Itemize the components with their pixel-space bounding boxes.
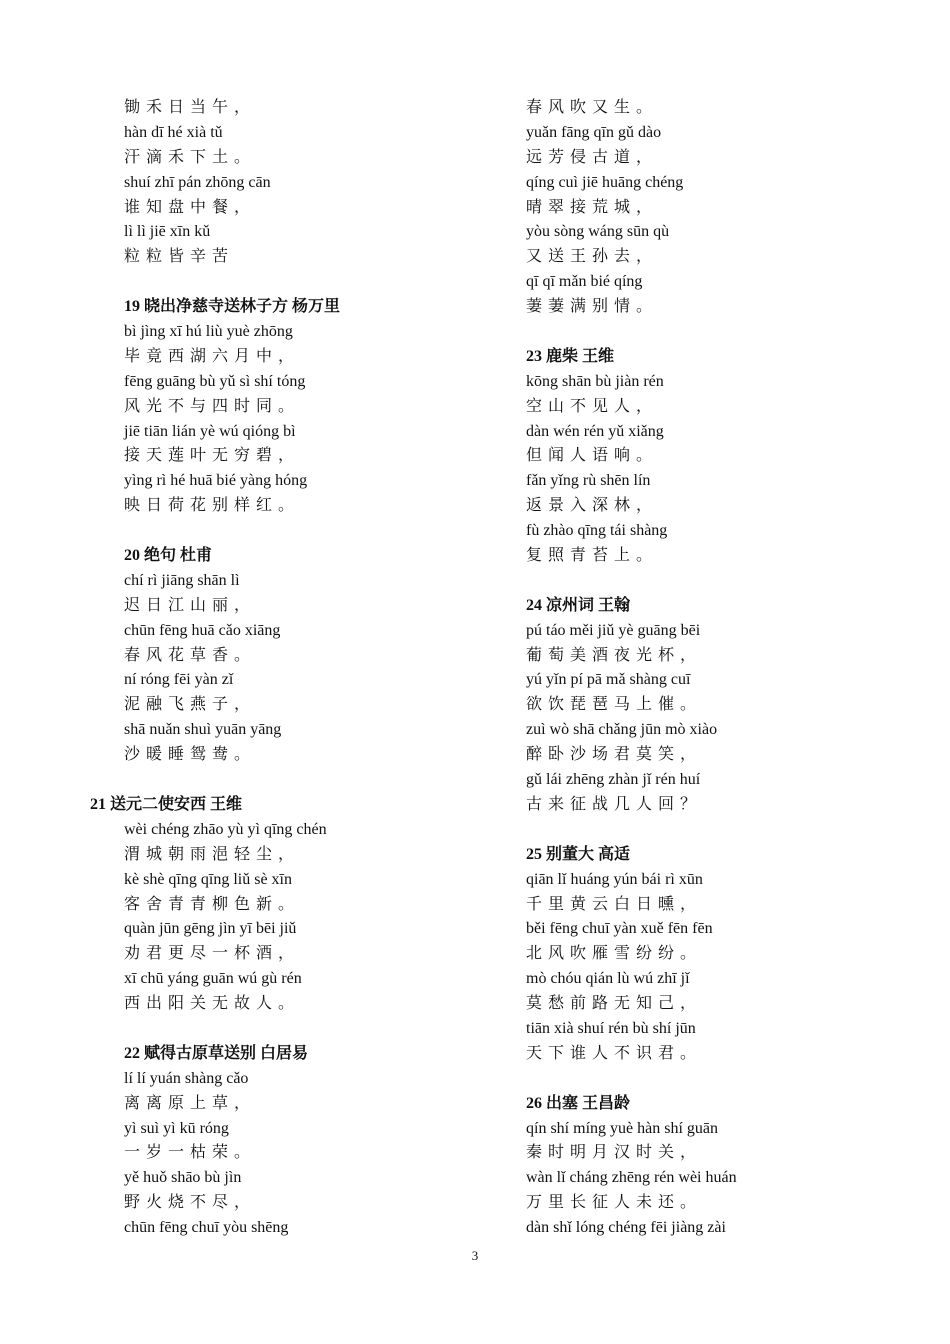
poem-line-pinyin: dàn shǐ lóng chéng fēi jiàng zài bbox=[526, 1219, 726, 1237]
poem-line-hanzi: 春风花草香。 bbox=[124, 646, 257, 664]
poem-line-hanzi: 离离原上草， bbox=[124, 1094, 257, 1112]
poem-title: 20 绝句 杜甫 bbox=[124, 547, 213, 565]
poem-line-pinyin: qíng cuì jiē huāng chéng bbox=[526, 173, 684, 191]
poem-line-pinyin: yì suì yì kū róng bbox=[124, 1119, 229, 1137]
poem-line-pinyin: wèi chéng zhāo yù yì qīng chén bbox=[124, 820, 327, 838]
poem-title: 26 出塞 王昌龄 bbox=[526, 1094, 631, 1112]
poem-line-hanzi: 莫愁前路无知己， bbox=[526, 995, 703, 1013]
poem-line-hanzi: 毕竟西湖六月中， bbox=[124, 347, 301, 365]
poem-line-pinyin: kōng shān bù jiàn rén bbox=[526, 372, 664, 390]
poem-line-pinyin: yìng rì hé huā bié yàng hóng bbox=[124, 472, 308, 490]
poem-line-hanzi: 古来征战几人回？ bbox=[526, 795, 703, 813]
left-column bbox=[0, 96, 470, 1241]
poem-line-hanzi: 葡萄美酒夜光杯， bbox=[526, 646, 703, 664]
page-number: 3 bbox=[471, 1248, 479, 1263]
poem-line-pinyin: mò chóu qián lù wú zhī jǐ bbox=[526, 970, 690, 988]
poem-line-pinyin: qī qī mǎn bié qíng bbox=[526, 273, 643, 291]
poem-line-hanzi: 返景入深林， bbox=[526, 497, 659, 515]
poem-line-hanzi: 锄禾日当午， bbox=[124, 99, 257, 116]
poem-line-hanzi: 风光不与四时同。 bbox=[124, 397, 301, 415]
poem-line-pinyin: qiān lǐ huáng yún bái rì xūn bbox=[526, 870, 703, 888]
poem-title: 22 赋得古原草送别 白居易 bbox=[124, 1044, 309, 1062]
poem-line-hanzi: 迟日江山丽， bbox=[124, 596, 257, 614]
poem-line-pinyin: bì jìng xī hú liù yuè zhōng bbox=[124, 323, 293, 341]
poem-line-pinyin: wàn lǐ cháng zhēng rén wèi huán bbox=[526, 1169, 737, 1187]
poem-line-hanzi: 欲饮琵琶马上催。 bbox=[526, 696, 703, 714]
poem-line-hanzi: 一岁一枯荣。 bbox=[124, 1144, 257, 1162]
poem-title: 19 晓出净慈寺送林子方 杨万里 bbox=[124, 298, 341, 316]
poem-title: 21 送元二使安西 王维 bbox=[90, 795, 243, 813]
poem-line-pinyin: chí rì jiāng shān lì bbox=[124, 571, 240, 589]
poem-line-hanzi: 谁知盘中餐， bbox=[124, 198, 257, 216]
poem-line-hanzi: 粒粒皆辛苦 bbox=[124, 248, 235, 266]
blank-line bbox=[526, 320, 926, 345]
poem-line-pinyin: gǔ lái zhēng zhàn jǐ rén huí bbox=[526, 771, 701, 789]
blank-line bbox=[0, 768, 470, 793]
poem-line-pinyin: tiān xià shuí rén bù shí jūn bbox=[526, 1019, 696, 1037]
poem-line-pinyin: fǎn yǐng rù shēn lín bbox=[526, 472, 651, 490]
poem-line-hanzi: 空山不见人， bbox=[526, 397, 659, 415]
poem-line-hanzi: 泥融飞燕子， bbox=[124, 696, 257, 714]
blank-line bbox=[526, 569, 926, 594]
poem-line-pinyin: běi fēng chuī yàn xuě fēn fēn bbox=[526, 920, 713, 938]
poem-line-pinyin: yě huǒ shāo bù jìn bbox=[124, 1169, 242, 1187]
poem-line-hanzi: 渭城朝雨浥轻尘， bbox=[124, 845, 301, 863]
poem-line-hanzi: 沙暖睡鸳鸯。 bbox=[124, 746, 257, 764]
right-column bbox=[526, 96, 926, 1241]
poem-line-pinyin: quàn jūn gēng jìn yī bēi jiǔ bbox=[124, 920, 297, 938]
poem-title: 24 凉州词 王翰 bbox=[526, 596, 631, 614]
poem-line-hanzi: 秦时明月汉时关， bbox=[526, 1144, 703, 1162]
poem-line-pinyin: chūn fēng huā cǎo xiāng bbox=[124, 621, 281, 639]
poem-line-hanzi: 汗滴禾下土。 bbox=[124, 148, 257, 166]
poem-line-hanzi: 萋萋满别情。 bbox=[526, 298, 659, 316]
poem-line-hanzi: 又送王孙去， bbox=[526, 248, 659, 266]
poem-line-hanzi: 但闻人语响。 bbox=[526, 447, 659, 465]
poem-line-pinyin: yuǎn fāng qīn gǔ dào bbox=[526, 123, 662, 141]
poem-line-hanzi: 天下谁人不识君。 bbox=[526, 1044, 703, 1062]
poem-title: 23 鹿柴 王维 bbox=[526, 347, 615, 365]
poem-line-pinyin: yòu sòng wáng sūn qù bbox=[526, 223, 670, 241]
poem-line-hanzi: 醉卧沙场君莫笑， bbox=[526, 746, 703, 764]
poem-line-pinyin: lì lì jiē xīn kǔ bbox=[124, 223, 211, 241]
poem-line-hanzi: 北风吹雁雪纷纷。 bbox=[526, 945, 703, 963]
poem-line-pinyin: shuí zhī pán zhōng cān bbox=[124, 173, 271, 191]
poem-line-pinyin: lí lí yuán shàng cǎo bbox=[124, 1069, 249, 1087]
poem-line-hanzi: 接天莲叶无穷碧， bbox=[124, 447, 301, 465]
blank-line bbox=[0, 270, 470, 295]
poem-line-hanzi: 千里黄云白日曛， bbox=[526, 895, 703, 913]
poem-line-pinyin: zuì wò shā chǎng jūn mò xiào bbox=[526, 721, 718, 739]
poem-line-pinyin: pú táo měi jiǔ yè guāng bēi bbox=[526, 621, 701, 639]
poem-line-pinyin: hàn dī hé xià tǔ bbox=[124, 123, 223, 141]
poem-line-pinyin: kè shè qīng qīng liǔ sè xīn bbox=[124, 870, 292, 888]
blank-line bbox=[526, 1067, 926, 1092]
poem-line-pinyin: xī chū yáng guān wú gù rén bbox=[124, 970, 302, 988]
poem-line-hanzi: 晴翠接荒城， bbox=[526, 198, 659, 216]
poem-line-hanzi: 野火烧不尽， bbox=[124, 1194, 257, 1212]
poem-line-hanzi: 万里长征人未还。 bbox=[526, 1194, 703, 1212]
poem-line-pinyin: chūn fēng chuī yòu shēng bbox=[124, 1219, 289, 1237]
poem-line-pinyin: yú yǐn pí pā mǎ shàng cuī bbox=[526, 671, 691, 689]
poem-line-pinyin: qín shí míng yuè hàn shí guān bbox=[526, 1119, 718, 1137]
poem-line-pinyin: shā nuǎn shuì yuān yāng bbox=[124, 721, 282, 739]
poem-line-pinyin: dàn wén rén yǔ xiǎng bbox=[526, 422, 664, 440]
poem-line-pinyin: jiē tiān lián yè wú qióng bì bbox=[124, 422, 296, 440]
blank-line bbox=[526, 818, 926, 843]
poem-line-hanzi: 客舍青青柳色新。 bbox=[124, 895, 301, 913]
poem-line-hanzi: 远芳侵古道， bbox=[526, 148, 659, 166]
poem-line-hanzi: 映日荷花别样红。 bbox=[124, 497, 301, 515]
blank-line bbox=[0, 1017, 470, 1042]
poem-line-hanzi: 春风吹又生。 bbox=[526, 99, 659, 116]
poem-title: 25 别董大 高适 bbox=[526, 845, 631, 863]
poem-line-hanzi: 劝君更尽一杯酒， bbox=[124, 945, 301, 963]
poem-line-hanzi: 复照青苔上。 bbox=[526, 547, 659, 565]
blank-line bbox=[0, 519, 470, 544]
poem-line-pinyin: fēng guāng bù yǔ sì shí tóng bbox=[124, 372, 306, 390]
poem-line-pinyin: fù zhào qīng tái shàng bbox=[526, 522, 668, 540]
poem-line-hanzi: 西出阳关无故人。 bbox=[124, 995, 301, 1013]
poem-line-pinyin: ní róng fēi yàn zǐ bbox=[124, 671, 234, 689]
